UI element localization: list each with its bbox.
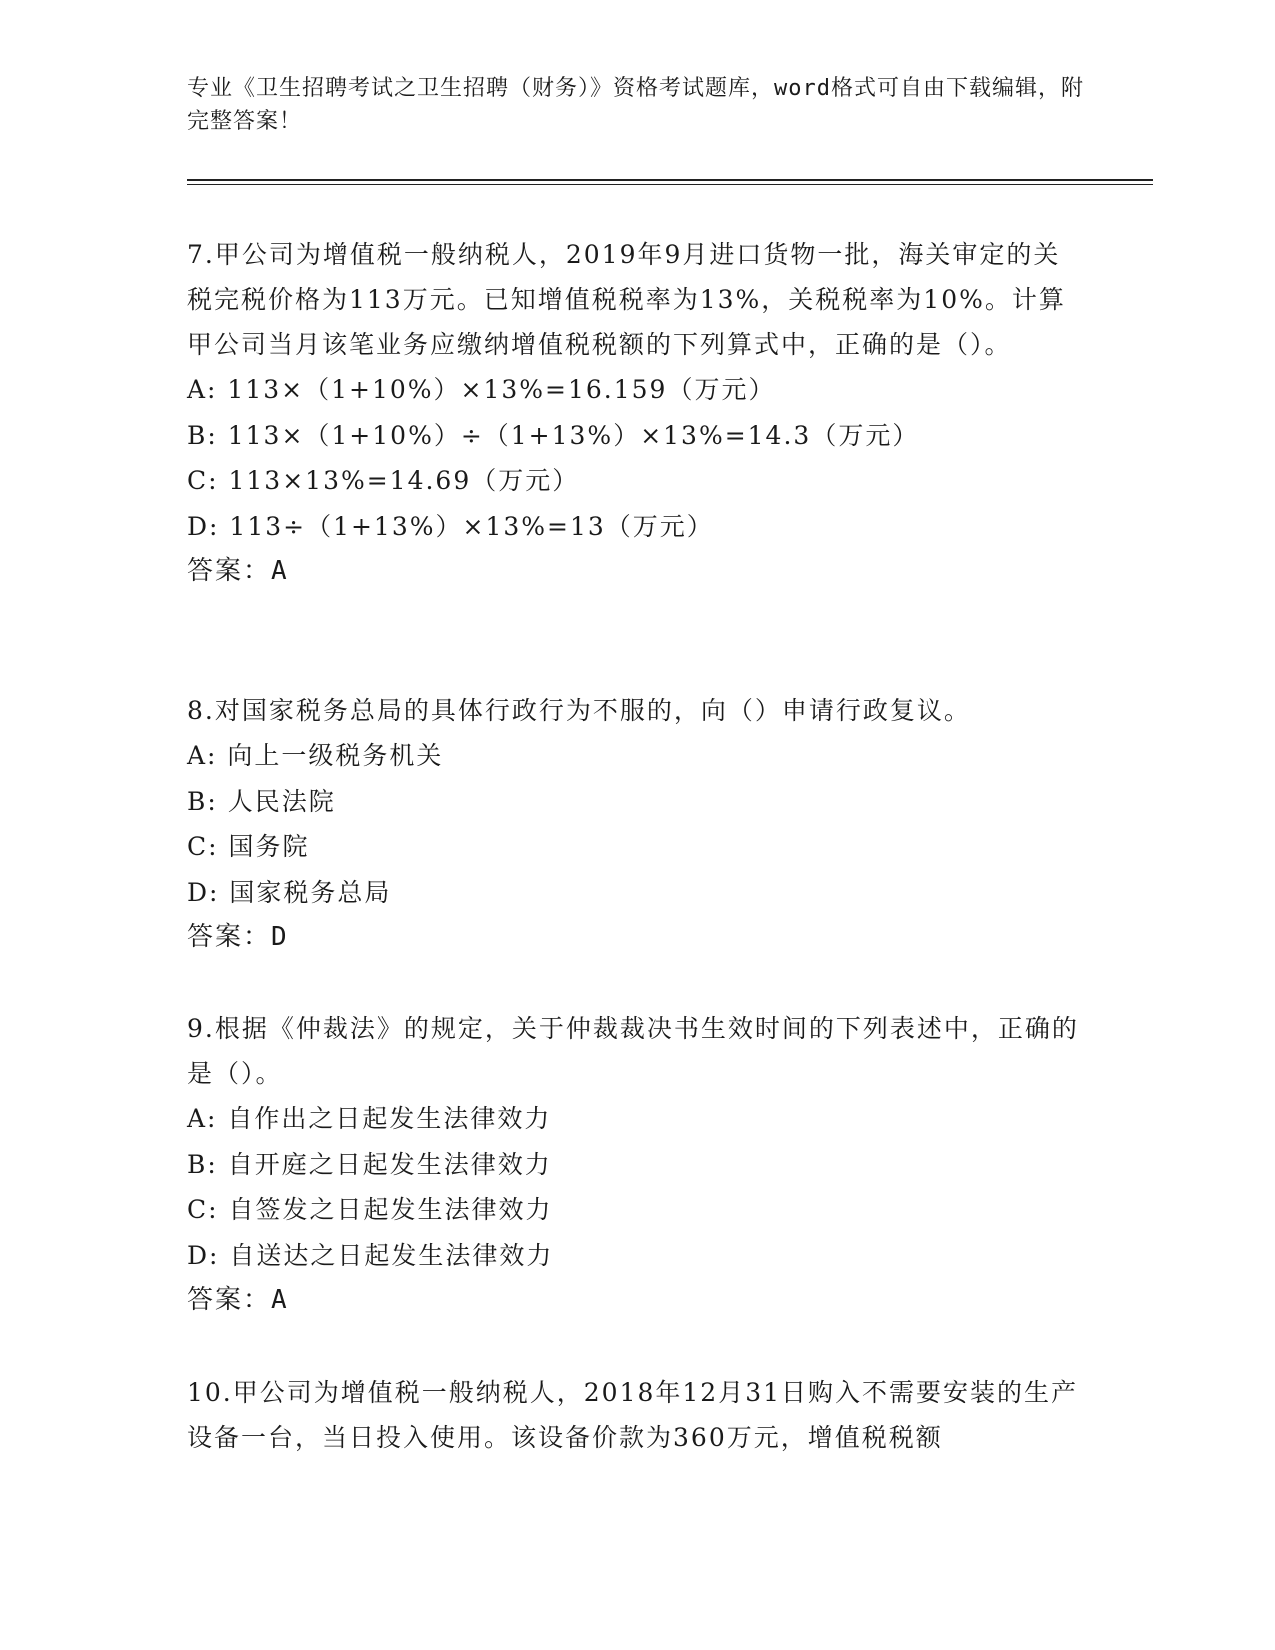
question-stem: 8.对国家税务总局的具体行政行为不服的，向（）申请行政复议。 bbox=[187, 696, 971, 725]
option-d: D: 113÷（1+13%）×13%=13（万元） bbox=[187, 511, 714, 541]
header-divider bbox=[187, 179, 1153, 181]
answer-line: 答案：A bbox=[187, 1285, 289, 1315]
option-b: B: 自开庭之日起发生法律效力 bbox=[187, 1149, 552, 1179]
option-d: D: 国家税务总局 bbox=[187, 877, 392, 907]
option-a: A: 自作出之日起发生法律效力 bbox=[187, 1104, 552, 1133]
question-9 bbox=[187, 1006, 1087, 1323]
question-stem: 7.甲公司为增值税一般纳税人，2019年9月进口货物一批，海关审定的关税完税价格为113万元。已知增值税税率为13%，关税税率为10%。计算甲公司当月该笔业务应缴纳增值税税额的下列算式中，正确的是（）。 bbox=[187, 240, 1066, 359]
option-b: B: 人民法院 bbox=[187, 786, 336, 816]
option-b: B: 113×（1+10%）÷（1+13%）×13%=14.3（万元） bbox=[187, 420, 920, 450]
header-divider-thin bbox=[187, 184, 1153, 185]
option-c: C: 113×13%=14.69（万元） bbox=[187, 466, 580, 495]
document-header: 专业《卫生招聘考试之卫生招聘（财务）》资格考试题库，word格式可自由下载编辑，附完整答案！ bbox=[187, 76, 1084, 134]
answer-line: 答案：A bbox=[187, 556, 289, 586]
option-c: C: 国务院 bbox=[187, 832, 310, 861]
option-a: A: 向上一级税务机关 bbox=[187, 741, 444, 770]
question-stem: 9.根据《仲裁法》的规定，关于仲裁裁决书生效时间的下列表述中，正确的是（）。 bbox=[187, 1014, 1079, 1088]
option-c: C: 自签发之日起发生法律效力 bbox=[187, 1195, 553, 1224]
question-8 bbox=[187, 688, 1087, 960]
question-10 bbox=[187, 1370, 1087, 1460]
option-d: D: 自送达之日起发生法律效力 bbox=[187, 1240, 554, 1270]
question-7 bbox=[187, 232, 1087, 594]
answer-line: 答案：D bbox=[187, 922, 289, 952]
question-stem: 10.甲公司为增值税一般纳税人，2018年12月31日购入不需要安装的生产设备一台，当日投入使用。该设备价款为360万元，增值税税额 bbox=[187, 1378, 1079, 1452]
option-a: A: 113×（1+10%）×13%=16.159（万元） bbox=[187, 375, 776, 404]
